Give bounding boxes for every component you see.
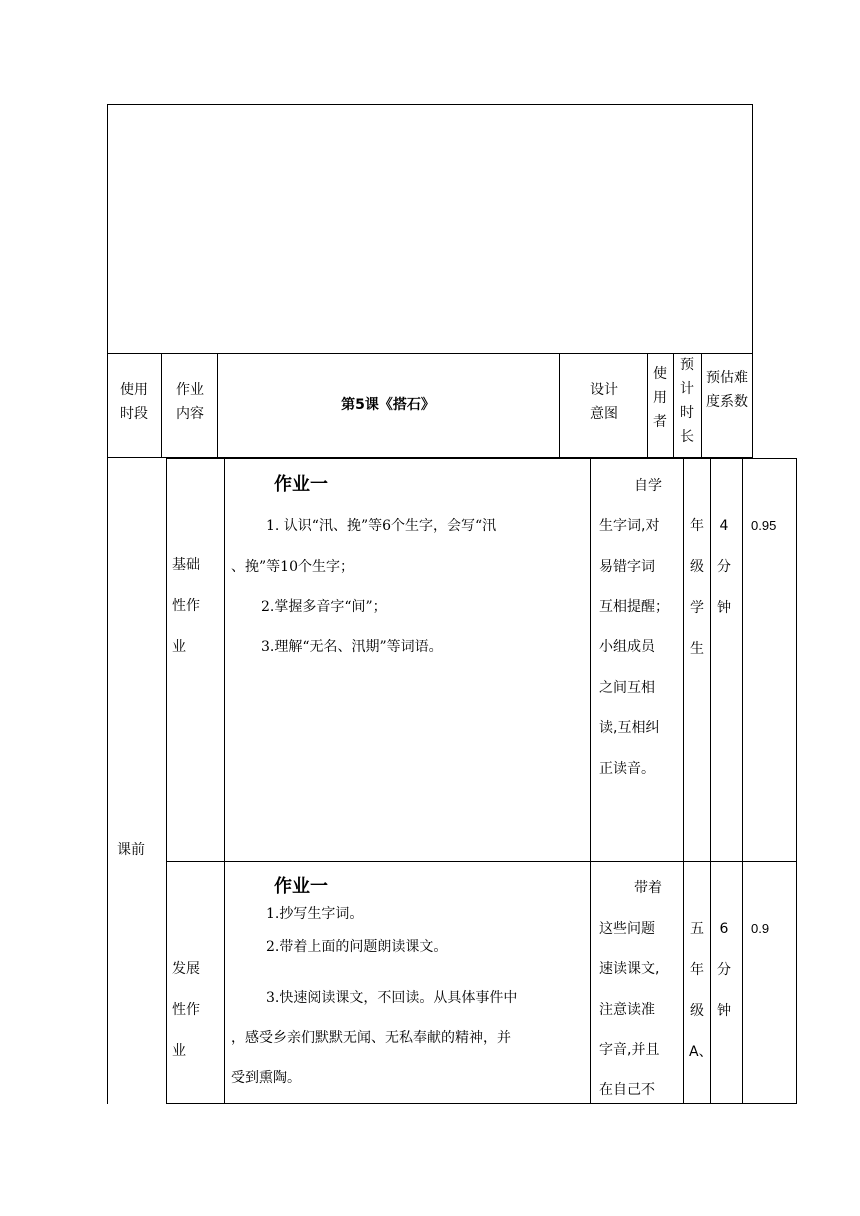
- row2-time: 6分钟: [717, 921, 731, 1019]
- top-empty-box: [107, 104, 753, 354]
- row1-line-4: 3.理解“无名、汛期”等词语。: [261, 639, 443, 655]
- row2-category: 发展性作业: [172, 961, 200, 1059]
- row2-line-2: 2.带着上面的问题朗读课文。: [266, 939, 448, 955]
- row1-category: 基础性作业: [172, 557, 200, 655]
- row2-intent-2: 这些问题: [599, 921, 655, 937]
- row2-user: 五年级A、: [689, 921, 713, 1060]
- row1-intent-1: 自学: [634, 478, 662, 494]
- lesson-title: 第5课《搭石》: [341, 397, 435, 413]
- row1-intent-2: 生字词,对: [599, 518, 660, 534]
- row1-intent-5: 小组成员: [599, 639, 655, 655]
- row2-intent-3: 速读课文,: [599, 961, 660, 977]
- header-difficulty: 预估难度系数: [706, 370, 748, 410]
- row1-intent-3: 易错字词: [599, 559, 655, 575]
- header-time: 预计时长: [680, 357, 694, 445]
- row1-difficulty: 0.95: [751, 518, 777, 533]
- row2-line-3: 3.快速阅读课文，不回读。从具体事件中: [266, 990, 518, 1006]
- row2-difficulty: 0.9: [751, 921, 770, 936]
- left-border: [107, 458, 108, 1104]
- row1-line-2: 、挽”等10个生字；: [231, 559, 354, 575]
- row2-intent-1: 带着: [634, 880, 662, 896]
- period-label: 课前: [117, 842, 145, 858]
- row1-heading: 作业一: [274, 474, 328, 495]
- row2-line-1: 1.抄写生字词。: [266, 906, 364, 922]
- row1-intent-8: 正读音。: [599, 761, 655, 777]
- header-user: 使用者: [653, 366, 667, 430]
- row2-intent-6: 在自己不: [599, 1082, 655, 1098]
- row1-line-1: 1. 认识“汛、挽”等6个生字，会写“汛: [266, 518, 497, 534]
- row1-time: 4分钟: [717, 518, 731, 616]
- row1-intent-7: 读,互相纠: [599, 720, 660, 736]
- row2-line-5: 受到熏陶。: [231, 1070, 301, 1086]
- row2-intent-5: 字音,并且: [599, 1042, 660, 1058]
- header-period: 使用时段: [120, 382, 148, 422]
- row2-line-4: ，感受乡亲们默默无闻、无私奉献的精神，并: [231, 1030, 511, 1046]
- row1-intent-6: 之间互相: [599, 680, 655, 696]
- header-content: 作业内容: [176, 382, 204, 422]
- row2-intent-4: 注意读准: [599, 1002, 655, 1018]
- row2-heading: 作业一: [274, 876, 328, 897]
- row1-line-3: 2.掌握多音字“间”；: [261, 599, 387, 615]
- row1-user: 年级学生: [690, 518, 704, 657]
- header-intent: 设计意图: [590, 382, 618, 422]
- row1-intent-4: 互相提醒；: [599, 599, 669, 615]
